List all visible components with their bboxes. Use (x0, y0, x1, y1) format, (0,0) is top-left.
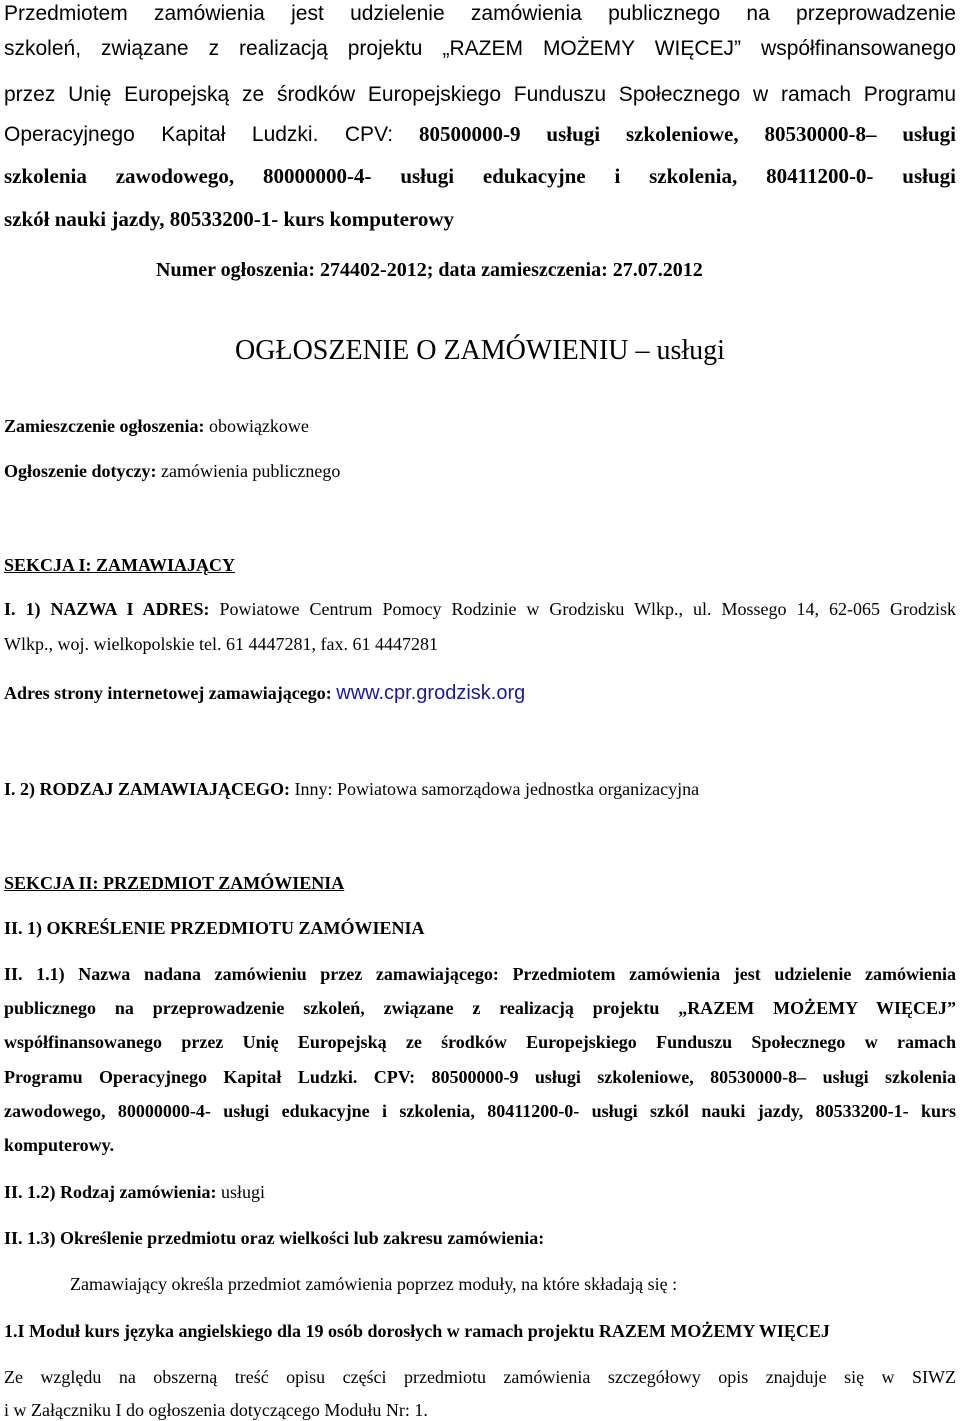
name-address-label: I. 1) NAZWA I ADRES: (4, 599, 210, 619)
kind-label: II. 1.2) Rodzaj zamówienia: (4, 1182, 217, 1202)
concerns-row (4, 460, 956, 482)
section-2-header: SEKCJA II: PRZEDMIOT ZAMÓWIENIA (4, 873, 345, 893)
name-address-line-2: Wlkp., woj. wielkopolskie tel. 61 4447281, fax. 61 4447281 (4, 634, 438, 654)
intro-line-4-cpv: 80500000-9 usługi szkoleniowe, 80530000-8– usługi (419, 122, 957, 146)
intro-line-4-prefix: Operacyjnego Kapitał Ludzki. CPV: (4, 123, 394, 146)
intro-line-2: szkoleń, związane z realizacją projektu „RAZEM MOŻEMY WIĘCEJ” współfinansowanego (4, 37, 956, 60)
notice-number: Numer ogłoszenia: 274402-2012; data zamieszczenia: 27.07.2012 (156, 259, 703, 281)
section-1-header: SEKCJA I: ZAMAWIAJĄCY (4, 555, 236, 575)
section-2-subheader: II. 1) OKREŚLENIE PRZEDMIOTU ZAMÓWIENIA (4, 918, 425, 938)
intro-line-4 (4, 122, 956, 147)
scope-label: II. 1.3) Określenie przedmiotu oraz wielkości lub zakresu zamówienia: (4, 1228, 545, 1248)
order-name-line-2: publicznego na przeprowadzenie szkoleń, związane z realizacją projektu „RAZEM MOŻEMY WIĘCEJ” (4, 998, 956, 1018)
placement-label: Zamieszczenie ogłoszenia: (4, 416, 205, 436)
note-line-1: Ze względu na obszerną treść opisu części przedmiotu zamówienia szczegółowy opis znajduje się w SIWZ (4, 1367, 956, 1387)
intro-line-6: szkół nauki jazdy, 80533200-1- kurs komputerowy (4, 207, 455, 231)
order-name-line-3: współfinansowanego przez Unię Europejską ze środków Europejskiego Funduszu Społecznego w ramach (4, 1032, 956, 1052)
intro-line-5: szkolenia zawodowego, 80000000-4- usługi edukacyjne i szkolenia, 80411200-0- usługi (4, 164, 956, 188)
placement-value: obowiązkowe (208, 416, 309, 436)
placement-row (4, 415, 956, 437)
name-address-value: Powiatowe Centrum Pomocy Rodzinie w Grodzisku Wlkp., ul. Mossego 14, 62-065 Grodzisk (219, 599, 956, 619)
website-row (4, 682, 956, 704)
module-title: 1.I Moduł kurs języka angielskiego dla 19 osób dorosłych w ramach projektu RAZEM MOŻEMY WIĘCEJ (4, 1321, 830, 1341)
intro-line-1: Przedmiotem zamówienia jest udzielenie zamówienia publicznego na przeprowadzenie (4, 2, 956, 25)
order-name-line-4: Programu Operacyjnego Kapitał Ludzki. CPV: 80500000-9 usługi szkoleniowe, 80530000-8– usługi szkolenia (4, 1067, 956, 1087)
order-name-line-5: zawodowego, 80000000-4- usługi edukacyjne i szkolenia, 80411200-0- usługi szkól nauki jazdy, 80533200-1- kurs (4, 1101, 956, 1121)
note-line-2: i w Załączniku I do ogłoszenia dotyczącego Modułu Nr: 1. (4, 1400, 428, 1420)
website-label: Adres strony internetowej zamawiającego: (4, 683, 332, 703)
type-row (4, 778, 956, 800)
order-name-line-1: II. 1.1) Nazwa nadana zamówieniu przez zamawiającego: Przedmiotem zamówienia jest udzielenie zamówienia (4, 964, 956, 984)
kind-value: usługi (220, 1182, 265, 1202)
website-link[interactable]: www.cpr.grodzisk.org (336, 682, 526, 704)
concerns-label: Ogłoszenie dotyczy: (4, 461, 157, 481)
order-name-line-6: komputerowy. (4, 1135, 115, 1155)
type-value: Inny: Powiatowa samorządowa jednostka organizacyjna (294, 779, 700, 799)
intro-line-3: przez Unię Europejską ze środków Europejskiego Funduszu Społecznego w ramach Programu (4, 83, 956, 106)
type-label: I. 2) RODZAJ ZAMAWIAJĄCEGO: (4, 779, 291, 799)
kind-row (4, 1181, 956, 1203)
page-title: OGŁOSZENIE O ZAMÓWIENIU – usługi (235, 335, 725, 366)
scope-text: Zamawiający określa przedmiot zamówienia poprzez moduły, na które składają się : (70, 1274, 678, 1294)
section-1-name-row (4, 598, 956, 620)
concerns-value: zamówienia publicznego (160, 461, 341, 481)
